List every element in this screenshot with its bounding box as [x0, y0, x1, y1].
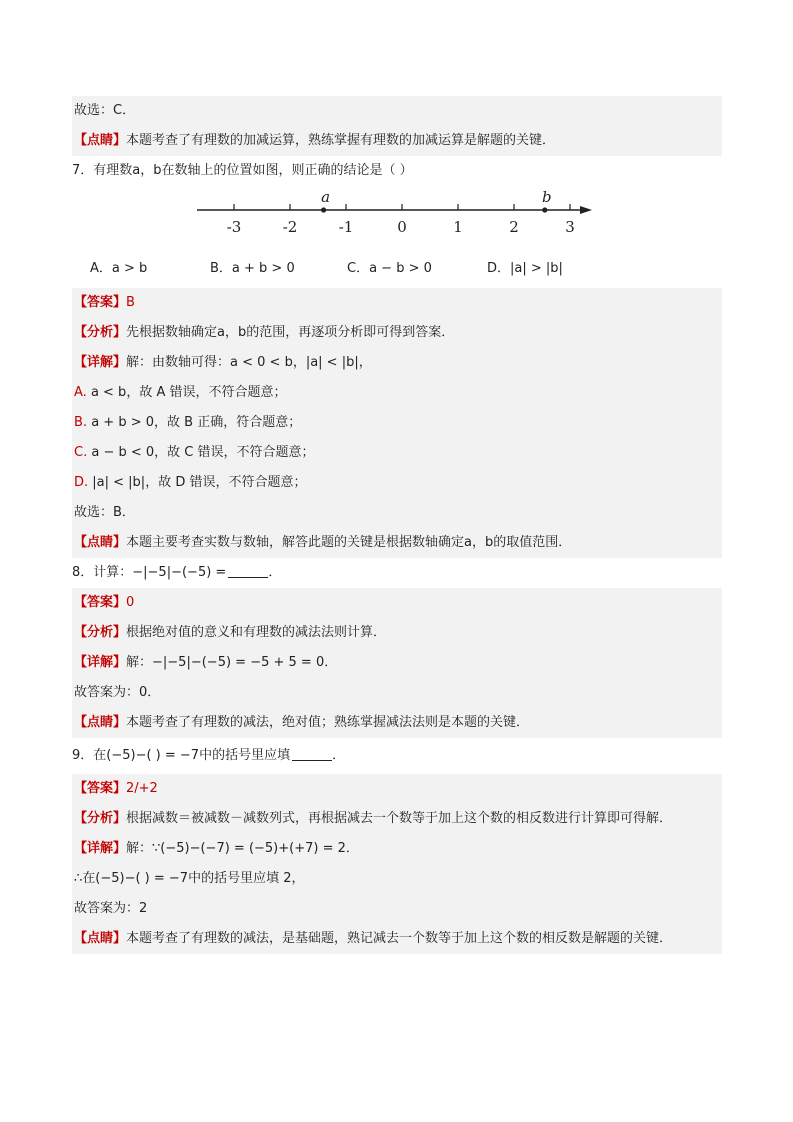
answer-value: B	[126, 295, 135, 310]
detail-text: 解：∵(−5)−(−7) = (−5)+(+7) = 2．	[126, 841, 359, 856]
point-a	[321, 207, 326, 212]
tick-label: -3	[226, 218, 242, 236]
q9-analysis	[72, 804, 722, 834]
answer-label: 【答案】	[74, 295, 127, 310]
q8-stem	[72, 558, 722, 588]
analysis-text: 根据减数＝被减数－减数列式，再根据减去一个数等于加上这个数的相反数进行计算即可得解．	[126, 811, 673, 826]
item-text: a + b > 0，故 B 正确，符合题意；	[91, 415, 302, 430]
q7-options	[72, 250, 722, 288]
detail-text: 解：由数轴可得：a < 0 < b，|a| < |b|，	[126, 355, 372, 370]
q6-choice: 故选：C．	[74, 103, 136, 118]
tick-label: -2	[282, 218, 298, 236]
analysis-label: 【分析】	[74, 625, 127, 640]
tick-label: 0	[397, 218, 407, 236]
comment-label: 【点睛】	[74, 931, 127, 946]
comment-label: 【点睛】	[74, 715, 127, 730]
detail-label: 【详解】	[74, 841, 127, 856]
q7-option-d: D．|a| > |b|	[487, 261, 563, 276]
q7-item-d	[72, 468, 722, 498]
q7-comment	[72, 528, 722, 558]
q8-comment	[72, 708, 722, 738]
q9-stem-end: ．	[332, 748, 346, 763]
q7-answer	[72, 288, 722, 318]
item-text: a − b < 0，故 C 错误，不符合题意；	[91, 445, 315, 460]
q9-solution-block	[72, 774, 722, 954]
q9-comment	[72, 924, 722, 954]
q6-comment	[72, 126, 722, 156]
answer-blank	[292, 746, 332, 761]
comment-text: 本题考查了有理数的加减运算，熟练掌握有理数的加减运算是解题的关键．	[126, 133, 556, 148]
q7-item-a	[72, 378, 722, 408]
q7-stem: 7．有理数a，b在数轴上的位置如图，则正确的结论是（ ）	[72, 163, 413, 178]
q7-item-c	[72, 438, 722, 468]
tick-label: -1	[338, 218, 354, 236]
q7-option-b: B．a + b > 0	[210, 261, 295, 276]
analysis-label: 【分析】	[74, 325, 127, 340]
document-page	[72, 96, 722, 954]
tick-label: 2	[509, 218, 519, 236]
q6-solution-block	[72, 96, 722, 156]
analysis-text: 根据绝对值的意义和有理数的减法法则计算．	[126, 625, 387, 640]
axis-arrow	[580, 206, 592, 214]
answer-value: 0	[126, 595, 135, 610]
tick-label: 3	[565, 218, 575, 236]
comment-label: 【点睛】	[74, 133, 127, 148]
item-text: |a| < |b|，故 D 错误，不符合题意；	[92, 475, 307, 490]
item-tag: B.	[74, 415, 88, 430]
q8-stem-end: ．	[268, 565, 282, 580]
number-line-figure	[187, 186, 607, 250]
q9-stem	[72, 738, 722, 774]
q8-detail	[72, 648, 722, 678]
q9-detail	[72, 834, 722, 864]
point-label-a: a	[321, 188, 331, 206]
q8-final: 故答案为：0．	[74, 685, 161, 700]
q9-final: 故答案为：2	[74, 901, 148, 916]
point-b	[542, 207, 547, 212]
item-tag: D.	[74, 475, 89, 490]
comment-text: 本题主要考查实数与数轴，解答此题的关键是根据数轴确定a，b的取值范围．	[126, 535, 572, 550]
answer-label: 【答案】	[74, 781, 127, 796]
comment-label: 【点睛】	[74, 535, 127, 550]
q7-option-c: C．a − b > 0	[347, 261, 432, 276]
q7-detail	[72, 348, 722, 378]
q7-choice: 故选：B．	[74, 505, 135, 520]
detail-label: 【详解】	[74, 655, 127, 670]
answer-blank	[228, 563, 268, 578]
q7-analysis	[72, 318, 722, 348]
q8-solution-block	[72, 588, 722, 738]
q7-solution-block	[72, 288, 722, 558]
answer-value: 2/+2	[126, 781, 158, 796]
item-text: a < b，故 A 错误，不符合题意；	[90, 385, 287, 400]
comment-text: 本题考查了有理数的减法，绝对值；熟练掌握减法法则是本题的关键．	[126, 715, 530, 730]
detail-label: 【详解】	[74, 355, 127, 370]
q8-analysis	[72, 618, 722, 648]
q7-option-a: A．a > b	[90, 261, 148, 276]
item-tag: A.	[74, 385, 87, 400]
analysis-text: 先根据数轴确定a，b的范围，再逐项分析即可得到答案．	[126, 325, 455, 340]
q7-number-line	[72, 186, 722, 250]
q9-therefore: ∴在(−5)−( ) = −7中的括号里应填 2，	[74, 871, 305, 886]
q9-answer	[72, 774, 722, 804]
answer-label: 【答案】	[74, 595, 127, 610]
analysis-label: 【分析】	[74, 811, 127, 826]
tick-label: 1	[453, 218, 463, 236]
detail-text: 解：−|−5|−(−5) = −5 + 5 = 0．	[126, 655, 338, 670]
comment-text: 本题考查了有理数的减法，是基础题，熟记减去一个数等于加上这个数的相反数是解题的关键．	[126, 931, 673, 946]
point-label-b: b	[541, 188, 552, 206]
q7-item-b	[72, 408, 722, 438]
q9-stem-text: 9．在(−5)−( ) = −7中的括号里应填	[72, 748, 291, 763]
item-tag: C.	[74, 445, 88, 460]
q8-answer	[72, 588, 722, 618]
q8-stem-text: 8．计算：−|−5|−(−5) =	[72, 565, 227, 580]
